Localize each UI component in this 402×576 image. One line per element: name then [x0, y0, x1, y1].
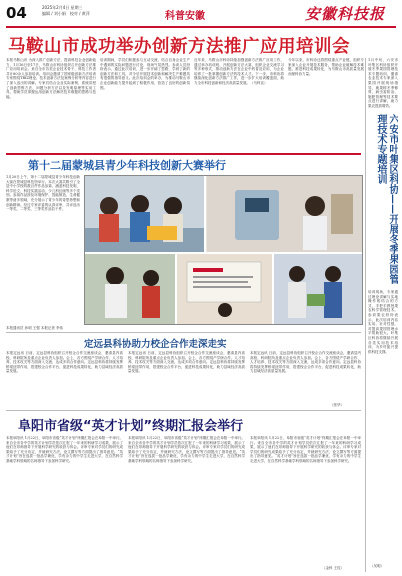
header-rule — [6, 26, 396, 28]
contest-body: 1月20日上午，第十二届蒙城县青少年科技创新大赛在蒙城县科技馆举行。本次大赛共吸引了全县中小学校的数百件作品参赛，涵盖科技发明、科学论文、科技实践活动、少儿科幻画等多个类别。参赛作品涉及环境保护、智能制造、生命健康等诸多领域，充分展示了青少年的奇思妙想和创新精神。经过专家评委的认真评审，共评选出一等奖、二等奖、三等奖作品若干件。 — [6, 175, 80, 212]
page-header — [0, 0, 402, 26]
editor-line: 编辑 / 刘小娟 校对 / 黄萍 — [42, 11, 90, 16]
contest-headline: 第十二届蒙城县青少年科技创新大赛举行 — [28, 159, 226, 172]
photo-illustration — [85, 176, 362, 324]
contest-byline: 本报通讯员 孙明 王强 本报记者 李伟 — [6, 326, 63, 330]
side-author: （吴明） — [370, 564, 384, 568]
contest-photo-collage — [84, 175, 363, 325]
side-body-top: 1月中旬，六安市叶集区科协组织开展冬季果园管理技术专题培训，邀请农业技术专家深入果园开展现场指导，就果树冬季修剪、病虫害防治、施肥管理等技术要点进行讲解，助力果农提质增效。 — [368, 58, 398, 108]
masthead-logo: 安徽科技报 — [305, 5, 386, 23]
section-divider — [6, 153, 361, 155]
side-body-bottom: 培训现场，专家通过理论讲解与实地操作相结合的方式，手把手教授果农科学管理技术。参训果农纷纷表示，此次培训内容实用、针对性强，对提高果园管理水平帮助很大。叶集区科协将继续开展各类实用技术培训，为乡村振兴提供科技支撑。 — [368, 290, 398, 354]
fuyang-body-col3: 本报阜阳讯 1月22日，阜阳市省级“英才计划”终期汇报会在阜阳一中举行。来自全市各中学的英才计划学员依次汇报了一年来的科研学习成果，展示了他们在导师指导下开展科学研究的收获与体会。评审专家对学员们的研究成果给予了充分肯定，并就研究方法、论文撰写等方面提出了指导意见。“英才计划”旨在选拔一批品学兼优、学有余力的中学生走进大学，在自然科学基础学科领域的名师指导下参加科学研究。 — [250, 436, 361, 463]
fuyang-headline: 阜阳市省级“英才计划”终期汇报会举行 — [18, 419, 244, 434]
dingyuan-headline: 定远县科协助力校企合作走深走实 — [84, 339, 227, 350]
dingyuan-body-col2: 本报定远讯 日前，定远县科协组织召开校企合作交流座谈会，邀请县内高校、科研院所及重点企业负责人参加。会上，各方围绕产学研合作、人才培养、技术攻关等方面深入交流，达成多项合作意向。定远县科协将持续发挥桥梁纽带作用，搭建校企合作平台，促进科技成果转化，助力县域经济高质量发展。 — [128, 351, 245, 374]
divider-2 — [6, 332, 361, 333]
fuyang-body-col1: 本报阜阳讯 1月22日，阜阳市省级“英才计划”终期汇报会在阜阳一中举行。来自全市各中学的英才计划学员依次汇报了一年来的科研学习成果，展示了他们在导师指导下开展科学研究的收获与体会。评审专家对学员们的研究成果给予了充分肯定，并就研究方法、论文撰写等方面提出了指导意见。“英才计划”旨在选拔一批品学兼优、学有余力的中学生走进大学，在自然科学基础学科领域的名师指导下参加科学研究。 — [6, 436, 123, 463]
divider-3 — [6, 410, 361, 411]
dingyuan-author: （张华） — [330, 403, 344, 407]
lead-headline: 马鞍山市成功举办创新方法推广应用培训会 — [8, 37, 350, 57]
section-title: 科普安徽 — [165, 11, 205, 22]
lead-body-col1: 本报马鞍山讯 为深入推广创新方法，提高科技企业创新能力，1月16日至17日，马鞍山市科协组织召开创新方法推广应用培训会。来自全市各类企业技术骨干、科技工作者共计80余人参加培训。培训会邀请了国家级创新方法培训专家围绕TRIZ理论、技术创新方法及案例分析等内容进行了深入浅出的讲解。专家们结合企业实际案例，系统讲授了创新思维方法、问题分析方法以及发明原理等实用工具，帮助学员掌握运用创新方法解决技术难题的思路与技能。 — [6, 58, 96, 99]
date-line: 2025年2月4日 星期三 — [42, 5, 83, 10]
page-number: 04 — [6, 4, 27, 22]
lead-body-col4: 今年以来，市科协还将围绕重点产业链，组织专家深入企业开展技术服务，帮助企业破解技术难题，推进科技成果转化，为马鞍山市高质量发展贡献科协力量。 — [288, 58, 364, 76]
dingyuan-body-col3: 本报定远讯 日前，定远县科协组织召开校企合作交流座谈会，邀请县内高校、科研院所及重点企业负责人参加。会上，各方围绕产学研合作、人才培养、技术攻关等方面深入交流，达成多项合作意向。定远县科协将持续发挥桥梁纽带作用，搭建校企合作平台，促进科技成果转化，助力县域经济高质量发展。 — [250, 351, 361, 374]
side-headline: 六安市叶集区科协——开展冬季果园管理技术专题培训 — [375, 114, 398, 284]
lead-body-col3: 近年来，马鞍山市科协持续加强创新方法推广应用工作，通过举办培训班、开展创新方法大赛、组织企业交流学习等多种形式，推动创新方法在企业中的普及应用，为企业培养了一批掌握创新方法的技术人才。下一步，市科协将继续深化创新方法推广工作，进一步扩大培训覆盖面，助力全市科技创新和经济高质量发展。（马科宣） — [194, 58, 284, 85]
lead-body-col2: 培训期间，学员们积极参与互动交流，结合自身企业生产中遇到的实际问题进行讨论，现场气氛热烈。参训人员纷纷表示，通过此次培训，进一步开阔了思路，学到了新的创新方法和工具，对今后开展技术创新和解决生产难题具有很强的指导意义。此次培训会的举办，为推动马鞍山市企业创新能力提升起到了积极作用，营造了良好的创新氛围。 — [100, 58, 190, 90]
dingyuan-body-col1: 本报定远讯 日前，定远县科协组织召开校企合作交流座谈会，邀请县内高校、科研院所及重点企业负责人参加。会上，各方围绕产学研合作、人才培养、技术攻关等方面深入交流，达成多项合作意向。定远县科协将持续发挥桥梁纽带作用，搭建校企合作平台，促进科技成果转化，助力县域经济高质量发展。 — [6, 351, 123, 374]
fuyang-author: （金科 王柱） — [322, 566, 345, 570]
fuyang-body-col2: 本报阜阳讯 1月22日，阜阳市省级“英才计划”终期汇报会在阜阳一中举行。来自全市各中学的英才计划学员依次汇报了一年来的科研学习成果，展示了他们在导师指导下开展科学研究的收获与体会。评审专家对学员们的研究成果给予了充分肯定，并就研究方法、论文撰写等方面提出了指导意见。“英才计划”旨在选拔一批品学兼优、学有余力的中学生走进大学，在自然科学基础学科领域的名师指导下参加科学研究。 — [128, 436, 245, 463]
